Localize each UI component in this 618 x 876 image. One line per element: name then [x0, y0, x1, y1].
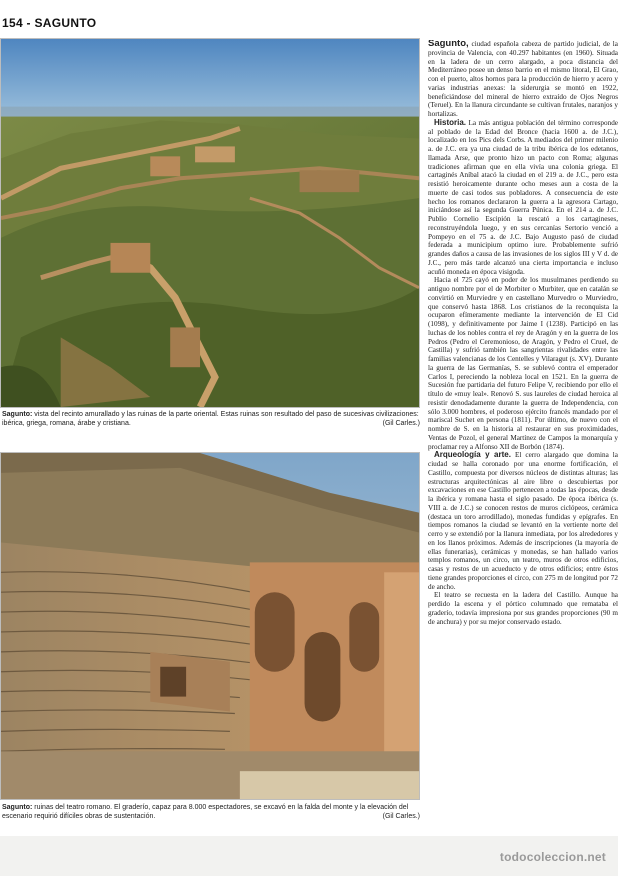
photo-credit: (Gil Carles.)	[382, 420, 420, 427]
caption-text: ruinas del teatro romano. El graderío, capaz para 8.000 espectadores, se excavó en la falda del monte y la elevación del escenario requirió difíciles obras de sustentación.	[2, 804, 409, 820]
caption-label: Sagunto:	[2, 411, 33, 418]
watermark: todocoleccion.net	[499, 850, 606, 864]
photo-credit: (Gil Carles.)	[382, 813, 420, 820]
walled-enclosure-illustration	[1, 39, 419, 407]
archaeology-heading: Arqueología y arte.	[434, 450, 511, 460]
history-heading: Historia.	[434, 117, 467, 127]
entry-title: Sagunto,	[428, 40, 469, 49]
archaeology-text-1: El cerro alargado que domina la ciudad se halla coronado por una enorme fortificación, el Castillo, compuesta por diversos núcleos de distintas alturas; las estructuras arquitectónicas al aire libre o descubiertas por excavaciones en ese Castillo pertenecen a todas las épocas, desde la ibérica y romana hasta el siglo pasado. De época ibérica (s. VIII a. de J.C.) se conocen restos de muros ciclópeos, cerámica (destaca un toro arrodillado), monedas fundidas y epígrafes. En tiempos romanos la ciudad se levantó en la vertiente norte del cerro y se extendió por la llanura inmediata, por los alrededores y en los llanos próximos. Además de inscripciones (la mayoría de ellas funerarias), cerámicas y monedas, se han hallado varios templos romanos, un circo, un teatro, muros de otros edificios, casas y restos de un acueducto y de otros edificios; entre éstos tiene grandes proporciones el circo, con 275 m de longitud por 72 de ancho.	[428, 451, 618, 591]
roman-theatre-illustration	[1, 453, 419, 799]
entry-paragraph	[428, 40, 618, 119]
caption-label: Sagunto:	[2, 804, 33, 811]
photo-roman-theatre	[0, 452, 420, 800]
caption-text: vista del recinto amurallado y las ruinas de la parte oriental. Estas ruinas son resultado del paso de sucesivas civilizaciones: ibérica, griega, romana, árabe y cristiana.	[2, 411, 419, 427]
entry-intro: ciudad española cabeza de partido judicial, de la provincia de Valencia, con 40.297 habitantes (en 1960). Situada en la ladera de un cerro alargado, a poca distancia del Mediterráneo posee un denso barrio en el mismo litoral, El Grao, con el puerto, altos hornos para la producción de hierro y acero y varias industrias anexas: la siderurgia se montó en 1922, beneficiándose del mineral de hierro extraído de Ojos Negros (Teruel). En la llanura circundante se cultivan frutales, naranjos y hortalizas.	[428, 40, 618, 118]
photo-caption-roman-theatre	[2, 803, 420, 821]
history-text-1: La más antigua población del término corresponde al poblado de la Edad del Bronce (hacia 1600 a. de J.C.), localizado en los Pics dels Corbs. A mediados del primer milenio a. de J.C. era ya una ciudad de la tribu ibérica de los edetanos, llamada Arse, que pronto hizo un pacto con Roma; algunas tradiciones afirman que en ella vivía una colonia griega. El cartaginés Aníbal atacó la ciudad en el 219 a. de J.C., pero esta resistió heroicamente durante ocho meses aun a costa de la muerte de casi todos sus pobladores. A consecuencia de este hecho los romanos declararon la guerra a la agresora Cartago, iniciándose así la segunda Guerra Púnica. En el 214 a. de J.C. Publio Cornelio Escipión la rescató a los cartagineses, reconstruyéndola luego, y en sus cercanías Sertorio venció a Pompeyo en el 75 a. de J.C. Bajo Augusto pasó de ciudad federada a municipium optimo iure. Probablemente sufrió grandes daños a causa de las invasiones de los siglos III y V d. de J.C., pero más tarde alcanzó una cierta importancia e incluso acuñó moneda en época visigoda.	[428, 118, 618, 276]
photo-walled-enclosure	[0, 38, 420, 408]
page-title: 154 - SAGUNTO	[2, 16, 97, 30]
archaeology-paragraph-2: El teatro se recuesta en la ladera del Castillo. Aunque ha perdido la escena y el pórtico columnado que remataba el graderío, todavía impresiona por sus grandes proporciones (90 m de anchura) y por su mejor conservado estado.	[428, 591, 618, 626]
history-paragraph-2: Hacia el 725 cayó en poder de los musulmanes perdiendo su antiguo nombre por el de Morbiter o Murbiter, que en catalán se convirtió en Murviedre y en castellano Murvedro o Murviedro, que conservó hasta 1868. Los cristianos de la reconquista la ocuparon efímeramente mediante la intervención de El Cid (1098), y definitivamente por Jaime I (1238). Participó en las luchas de los nobles contra el rey de Aragón y en la guerra de los Pedros (Pedro el Ceremonioso, de Aragón, y Pedro el Cruel, de Castilla) y sufrió también las sangrientas rivalidades entre las familias valencianas de los Centelles y Vilaragut (s. XV). Durante la guerra de las Germanías, S. se sublevó contra el emperador Carlos I, pereciendo la nobleza local en 1521. En la guerra de Sucesión fue partidaria del futuro Felipe V, recibiendo por ello el título de «muy leal». Renovó S. sus laureles de ciudad heroica al resistir denodadamente durante la guerra de Independencia, con sólo 3.000 hombres, el poderoso ejército francés mandado por el mariscal Suchet en persona (1811). Por último, de nuevo con el nombre de S. en la historia al restaurar en sus proximidades, Ventas de Pozol, el general Martínez de Campos la monarquía y proclamar rey a Alfonso XII de Borbón (1874).	[428, 276, 618, 451]
article-column	[428, 40, 618, 840]
photo-caption-walled-enclosure	[2, 410, 420, 428]
page-header	[0, 0, 618, 38]
archaeology-paragraph	[428, 451, 618, 591]
history-paragraph	[428, 119, 618, 277]
